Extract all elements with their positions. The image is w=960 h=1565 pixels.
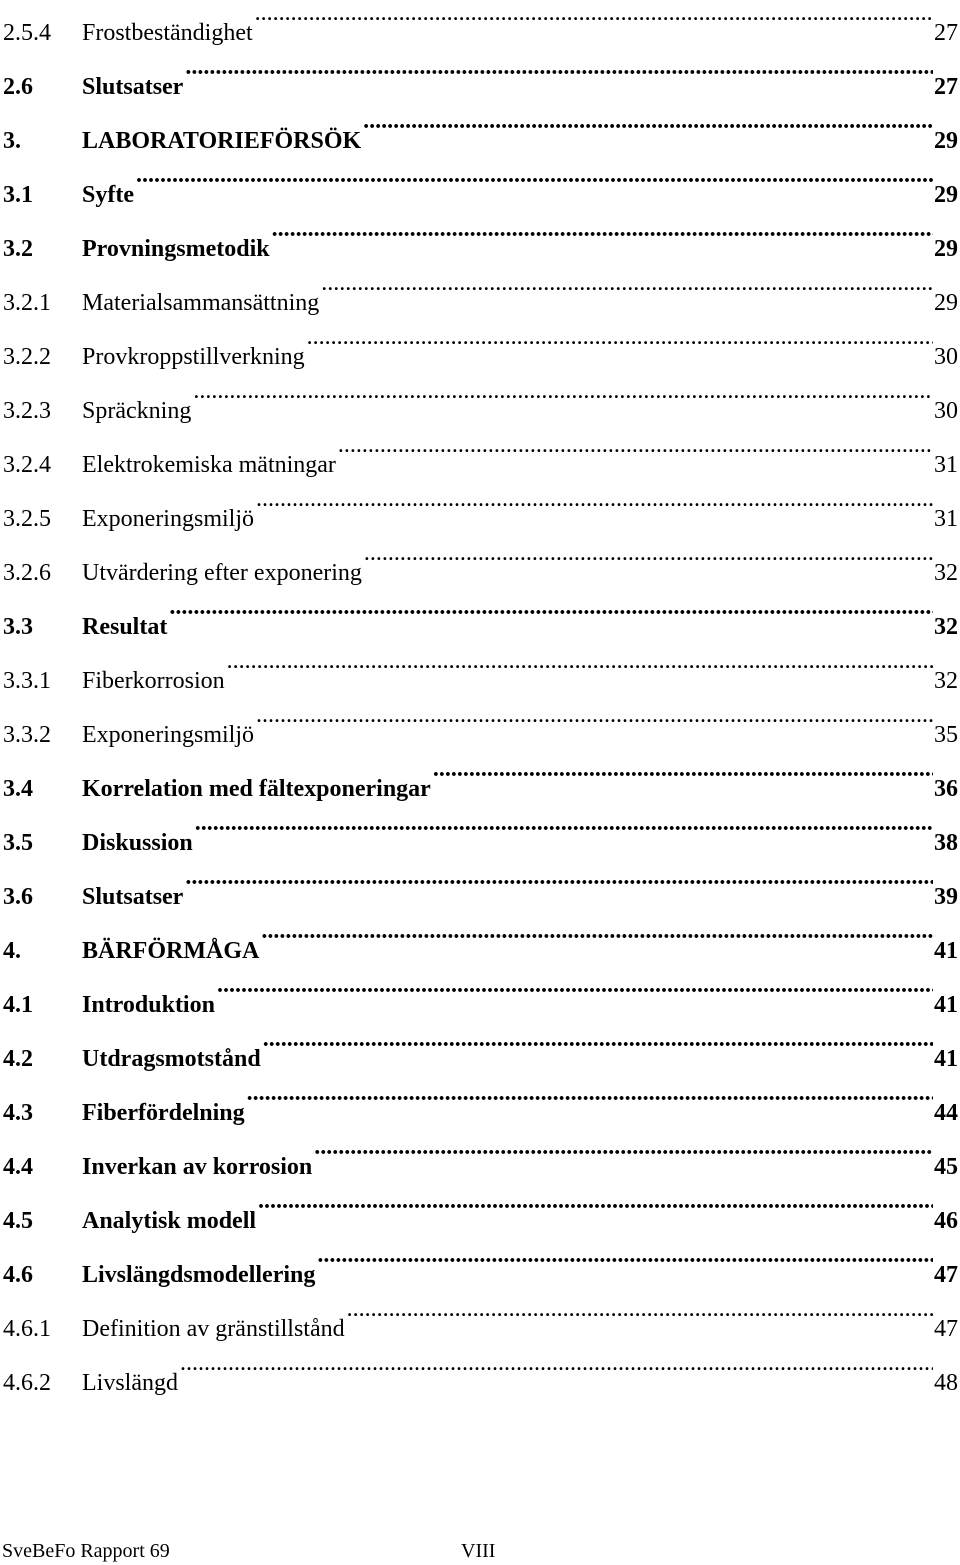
toc-entry-page: 32 [934, 614, 958, 640]
toc-dot-leader [261, 904, 933, 958]
toc-entry-page: 27 [934, 74, 958, 100]
toc-entry-page: 32 [934, 560, 958, 586]
toc-entry-page: 31 [934, 506, 958, 532]
toc-entry-page: 29 [934, 128, 958, 154]
toc-entry-number: 3.6 [3, 884, 33, 910]
toc-dot-leader [258, 1174, 933, 1228]
toc-entry-title: Elektrokemiska mätningar [82, 452, 336, 478]
toc-entry-number: 3.4 [3, 776, 33, 802]
toc-entry-page: 44 [934, 1100, 958, 1126]
toc-entry-title: Exponeringsmiljö [82, 722, 254, 748]
toc-entry-page: 30 [934, 344, 958, 370]
toc-dot-leader [169, 580, 933, 634]
toc-dot-leader [321, 256, 933, 310]
toc-entry-title: BÄRFÖRMÅGA [82, 938, 260, 964]
toc-entry-page: 29 [934, 290, 958, 316]
toc-dot-leader [193, 364, 933, 418]
toc-entry-number: 3.2.2 [3, 344, 51, 370]
toc-entry-page: 41 [934, 938, 958, 964]
toc-dot-leader [255, 0, 933, 40]
toc-entry-title: Provningsmetodik [82, 236, 270, 262]
toc-entry-number: 3.2.3 [3, 398, 51, 424]
toc-dot-leader [247, 1066, 933, 1120]
toc-entry-number: 2.5.4 [3, 20, 51, 46]
toc-entry-title: Inverkan av korrosion [82, 1154, 313, 1180]
toc-entry-page: 29 [934, 236, 958, 262]
toc-entry-number: 3.2.1 [3, 290, 51, 316]
toc-dot-leader [338, 418, 933, 472]
toc-dot-leader [263, 1012, 933, 1066]
toc-entry-title: Introduktion [82, 992, 215, 1018]
footer-report-name: SveBeFo Rapport 69 [2, 1540, 170, 1562]
toc-entry-page: 29 [934, 182, 958, 208]
toc-entry-title: Syfte [82, 182, 134, 208]
toc-entry-title: Exponeringsmiljö [82, 506, 254, 532]
toc-entry-number: 3.3 [3, 614, 33, 640]
toc-dot-leader [272, 202, 933, 256]
toc-entry-number: 3.2.4 [3, 452, 51, 478]
toc-entry-number: 2.6 [3, 74, 33, 100]
toc-entry[interactable] [0, 202, 960, 262]
toc-entry-number: 3.3.1 [3, 668, 51, 694]
toc-entry-title: Livslängdsmodellering [82, 1262, 316, 1288]
toc-dot-leader [347, 1282, 933, 1336]
toc-dot-leader [136, 148, 933, 202]
toc-entry-number: 4.3 [3, 1100, 33, 1126]
toc-entry-title: LABORATORIEFÖRSÖK [82, 128, 362, 154]
toc-entry-number: 4.5 [3, 1208, 33, 1234]
toc-dot-leader [185, 850, 933, 904]
toc-dot-leader [364, 526, 933, 580]
toc-entry-number: 3.1 [3, 182, 33, 208]
toc-entry-page: 38 [934, 830, 958, 856]
toc-entry-title: Resultat [82, 614, 168, 640]
toc-entry-title: Definition av gränstillstånd [82, 1316, 345, 1342]
toc-dot-leader [185, 40, 933, 94]
toc-entry-title: Materialsammansättning [82, 290, 320, 316]
page-footer [0, 1538, 960, 1564]
toc-entry-number: 3. [3, 128, 21, 154]
toc-dot-leader [314, 1120, 933, 1174]
toc-dot-leader [227, 634, 933, 688]
toc-entry-number: 3.3.2 [3, 722, 51, 748]
toc-entry-title: Diskussion [82, 830, 193, 856]
toc-entry-title: Utdragsmotstånd [82, 1046, 261, 1072]
toc-dot-leader [317, 1228, 933, 1282]
toc-entry-title: Provkroppstillverkning [82, 344, 305, 370]
toc-entry-title: Korrelation med fältexponeringar [82, 776, 431, 802]
toc-entry-page: 36 [934, 776, 958, 802]
toc-entry-number: 3.5 [3, 830, 33, 856]
toc-entry-page: 47 [934, 1262, 958, 1288]
toc-entry-page: 39 [934, 884, 958, 910]
toc-entry-number: 4. [3, 938, 21, 964]
toc-entry-number: 4.6 [3, 1262, 33, 1288]
toc-entry-title: Utvärdering efter exponering [82, 560, 362, 586]
toc-entry-title: Fiberfördelning [82, 1100, 245, 1126]
toc-entry-number: 3.2 [3, 236, 33, 262]
toc-entry-number: 4.6.1 [3, 1316, 51, 1342]
toc-dot-leader [195, 796, 933, 850]
toc-entry-title: Livslängd [82, 1370, 178, 1396]
footer-page-number: VIII [461, 1540, 496, 1562]
toc-entry[interactable] [0, 0, 960, 46]
toc-entry-number: 3.2.5 [3, 506, 51, 532]
toc-dot-leader [256, 688, 933, 742]
toc-entry-title: Slutsatser [82, 74, 184, 100]
toc-entry-page: 45 [934, 1154, 958, 1180]
toc-dot-leader [256, 472, 933, 526]
toc-entry-page: 32 [934, 668, 958, 694]
toc-entry-number: 3.2.6 [3, 560, 51, 586]
toc-dot-leader [180, 1336, 933, 1390]
toc-entry-number: 4.4 [3, 1154, 33, 1180]
toc-entry-page: 30 [934, 398, 958, 424]
toc-dot-leader [307, 310, 933, 364]
toc-entry-number: 4.6.2 [3, 1370, 51, 1396]
toc-entry-page: 35 [934, 722, 958, 748]
toc-entry-page: 48 [934, 1370, 958, 1396]
toc-entry-page: 41 [934, 992, 958, 1018]
toc-entry[interactable] [0, 148, 960, 208]
toc-entry-page: 27 [934, 20, 958, 46]
toc-entry-title: Fiberkorrosion [82, 668, 225, 694]
toc-entry-title: Frostbeständighet [82, 20, 253, 46]
toc-entry-title: Analytisk modell [82, 1208, 257, 1234]
toc-entry-number: 4.2 [3, 1046, 33, 1072]
toc-entry-number: 4.1 [3, 992, 33, 1018]
toc-entry-page: 31 [934, 452, 958, 478]
toc-entry-title: Spräckning [82, 398, 192, 424]
toc-dot-leader [433, 742, 933, 796]
toc-entry-page: 47 [934, 1316, 958, 1342]
toc-entry-title: Slutsatser [82, 884, 184, 910]
toc-dot-leader [217, 958, 933, 1012]
toc-dot-leader [363, 94, 933, 148]
toc-entry-page: 41 [934, 1046, 958, 1072]
toc-entry-page: 46 [934, 1208, 958, 1234]
